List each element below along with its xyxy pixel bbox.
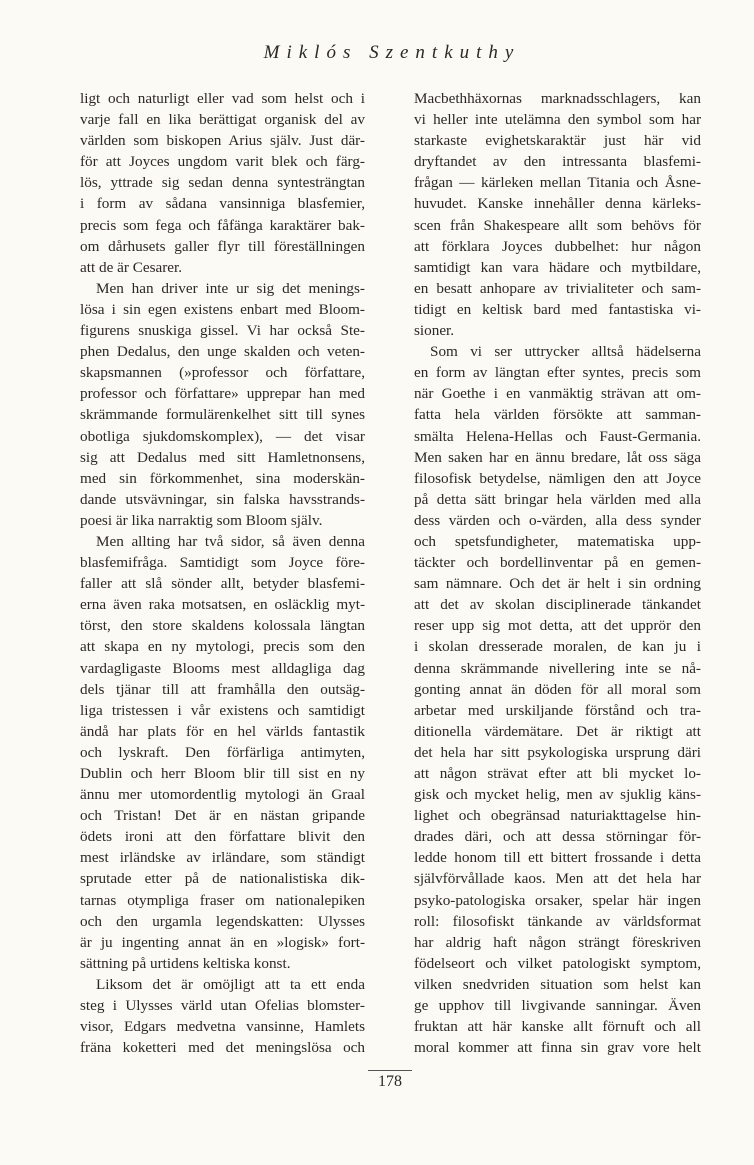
text-line: födelseort och vilket patologiskt symptom,: [414, 954, 701, 972]
text-line: gonting annat än döden för all moral som: [414, 680, 701, 698]
text-line: erna även raka motsatsen, en osläcklig myt-: [80, 596, 365, 614]
text-line: reser upp sig mot detta, att det upprör den: [414, 617, 701, 635]
text-line: i form av sådana vansinniga blasfemier,: [80, 195, 365, 213]
text-line: drades däri, och att dessa störningar för-: [414, 828, 701, 846]
text-line: phen Dedalus, den unge skalden och veten-: [80, 343, 365, 361]
text-line: att skapa en ny mytologi, precis som den: [80, 638, 365, 656]
text-line: Men han driver inte ur sig det menings-: [96, 279, 365, 297]
text-line: världen som biskopen Arius själv. Just där-: [80, 132, 365, 150]
text-line: starkaste evighetskaraktär just här vid: [414, 132, 701, 150]
text-line: att någon strävat efter att bli mycket lo-: [414, 765, 701, 782]
text-line: törst, den store skaldens kolossala längtan: [80, 617, 365, 635]
text-line: Men saken har en ännu bredare, låt oss säga: [414, 448, 701, 466]
text-line: ditionella värdemätare. Det är riktigt att: [414, 722, 701, 740]
text-line: det hela har sitt psykologiska ursprung däri: [414, 743, 701, 761]
text-line: dande utsvävningar, sin falska havsstrands-: [80, 490, 365, 508]
text-line: sättning på urtidens keltiska konst.: [80, 954, 291, 972]
text-line: samtidigt kan vara hädare och mytbildare,: [414, 258, 701, 276]
text-line: och den urgamla legendskatten: Ulysses: [80, 912, 365, 930]
text-line: tidigt en keltisk bard med fantastiska vi-: [414, 300, 701, 318]
text-line: Som vi ser uttrycker alltså hädelserna: [430, 343, 701, 361]
text-line: liga tristessen i vår existens och samtidigt: [80, 701, 365, 719]
text-line: visor, Edgars medvetna vansinne, Hamlets: [80, 1018, 365, 1036]
text-line: i skolan dresserade moralen, de kan ju i: [414, 638, 701, 656]
text-line: scen från Shakespeare allt som behövs för: [414, 216, 701, 234]
page-number: 178: [368, 1070, 412, 1091]
text-line: är ju ingenting annat än en »logisk» fort-: [80, 933, 365, 951]
text-line: en besatt anhopare av trivialiteter och sam-: [414, 279, 701, 297]
text-line: skrämmande formulärenkelhet sitt till synes: [80, 406, 365, 424]
text-line: frågan — kärleken mellan Titania och Åsne-: [414, 174, 701, 192]
text-line: fruktan att här kanske allt förnuft och all: [414, 1018, 701, 1036]
text-line: gisk och mycket helig, men av sjuklig käns-: [414, 786, 701, 804]
text-line: huvudet. Kanske innehåller denna kärleks-: [414, 195, 701, 213]
text-line: dess värden och o-värden, alla dess synder: [414, 511, 701, 529]
text-line: ändå har plats för en hel världs fantastik: [80, 722, 365, 740]
text-line: när Goethe i en vanmäktig strävan att om-: [414, 385, 701, 403]
text-line: mest irländske av irländare, som ständigt: [80, 849, 365, 867]
text-line: har aldrig haft någon strängt föreskriven: [414, 933, 701, 951]
text-line: blasfemifråga. Samtidigt som Joyce före-: [80, 554, 365, 572]
text-line: faller att slå sönder allt, betyder blasfemi-: [80, 575, 365, 593]
text-line: Men allting har två sidor, så även denna: [96, 532, 365, 550]
text-line: vi heller inte utelämna den symbol som har: [414, 111, 701, 129]
text-line: poesi är lika narraktig som Bloom själv.: [80, 511, 323, 529]
text-line: smälta Helena-Hellas och Faust-Germania.: [414, 427, 701, 445]
text-line: för att Joyces ungdom varit blek och färg-: [80, 153, 365, 171]
text-line: täckter och bordellinventar på en gemen-: [414, 554, 701, 572]
text-line: lösa i sin egen existens enbart med Bloom-: [80, 300, 365, 318]
text-line: dryftandet av den intressanta blasfemi-: [414, 153, 701, 171]
text-line: roll: filosofiskt tänkande av världsformat: [414, 912, 701, 930]
text-line: tarnas otympliga fraser om nationalepiken: [80, 891, 365, 909]
text-line: filosofisk betydelse, nämligen den att Joyce: [414, 469, 701, 487]
text-line: ledde honom till ett bittert frossande i detta: [414, 849, 701, 867]
text-line: steg i Ulysses värld utan Ofelias blomster-: [80, 997, 365, 1015]
text-line: fräna koketteri med det meningslösa och: [80, 1039, 365, 1057]
text-line: varje fall en lika berättigat organisk del av: [80, 111, 365, 129]
right-column: [414, 88, 701, 1058]
text-line: Dublin och herr Bloom blir till sist en ny: [80, 765, 365, 782]
text-line: vardagligaste Blooms mest alldagliga dag: [80, 659, 365, 677]
text-line: ge upphov till livgivande sanningar. Även: [414, 997, 701, 1015]
text-line: om dårhusets galler flyr till föreställningen: [80, 237, 365, 255]
left-column: [80, 88, 365, 1058]
text-line: att det av skolan disciplinerade tänkandet: [414, 596, 701, 614]
text-line: sprutade etter på de nationalistiska dik-: [80, 870, 365, 888]
text-line: obotliga sjukdomskomplex), — det visar: [80, 427, 365, 445]
text-line: figurens snuskiga gissel. Vi har också Ste-: [80, 322, 365, 340]
text-line: fatta hela världen försökte att samman-: [414, 406, 701, 424]
text-line: moral kommer att finna sin grav vore helt: [414, 1039, 701, 1057]
text-line: självförvållade kaos. Men att det hela har: [414, 870, 701, 888]
text-line: och lyskraft. Den förfärliga antimyten,: [80, 743, 365, 761]
text-line: och Tristan! Det är en nästan gripande: [80, 807, 365, 825]
text-line: vilken snedvriden situation som helst kan: [414, 975, 701, 993]
text-line: sioner.: [414, 322, 455, 340]
text-line: arbetar med urskiljande förstånd och tra-: [414, 701, 701, 719]
text-line: sig att Dedalus med sitt Hamletnonsens,: [80, 448, 365, 466]
text-line: med sin förkommenhet, sina moderskän-: [80, 469, 365, 487]
text-line: ödets ironi att den författare blivit den: [80, 828, 365, 846]
text-line: Macbethhäxornas marknadsschlagers, kan: [414, 90, 701, 107]
text-line: och spetsfundigheter, matematiska upp-: [414, 532, 701, 550]
text-line: lös, yttrade sig sedan denna syntesträngtan: [80, 174, 365, 192]
text-line: psyko-patologiska orsaker, spelar här ingen: [414, 891, 701, 909]
text-line: denna skrämmande nivellering inte se nå-: [414, 659, 701, 677]
text-line: dels tjänar till att framhålla den outsäg-: [80, 680, 365, 698]
text-line: ligt och naturligt eller vad som helst och i: [80, 90, 365, 107]
text-line: på detta sätt bringar hela världen med alla: [414, 490, 701, 508]
text-line: ännu mer utomordentlig mytologi än Graal: [80, 786, 365, 804]
running-header: Miklós Szentkuthy: [263, 42, 521, 63]
text-line: Liksom det är omöjligt att ta ett enda: [96, 975, 365, 993]
text-line: skapsmannen (»professor och författare,: [80, 364, 365, 382]
text-line: en form av längtan efter syntes, precis som: [414, 364, 701, 382]
text-line: att de är Cesarer.: [80, 258, 183, 276]
text-line: lighet och obegränsad naturiakttagelse hin-: [414, 807, 701, 825]
text-line: precis som fega och fåfänga karaktärer bak-: [80, 216, 365, 234]
text-line: att förklara Joyces dubbelhet: hur någon: [414, 237, 701, 255]
text-line: professor och författare» upprepar han med: [80, 385, 365, 403]
text-line: sam nämnare. Och det är helt i sin ordning: [414, 575, 701, 593]
